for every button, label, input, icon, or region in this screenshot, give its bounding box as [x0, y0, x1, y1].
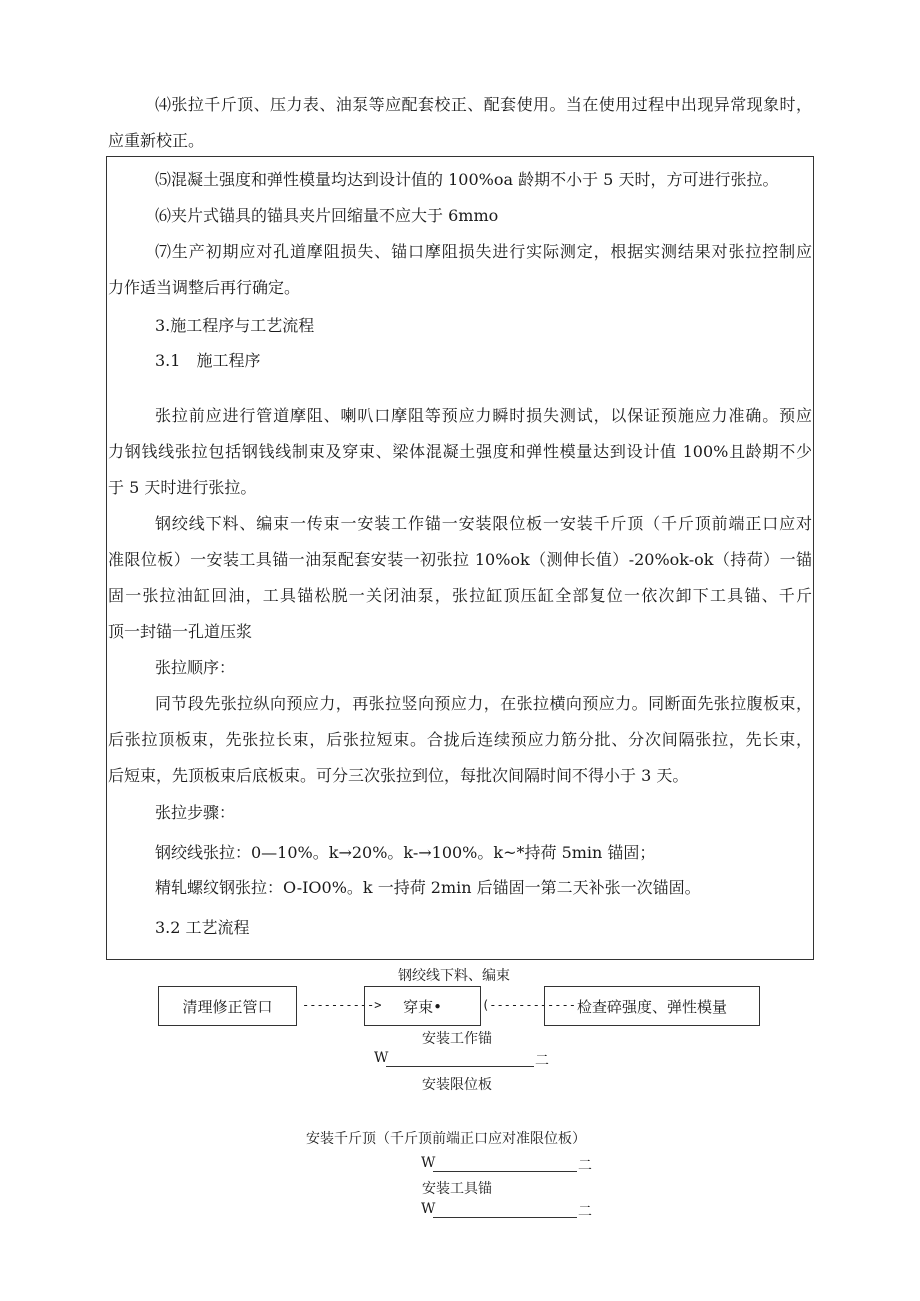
flow-w-2: W — [421, 1155, 436, 1171]
para-7-line1: ⑺生产初期应对孔道摩阻损失、锚口摩阻损失进行实际测定，根据实测结果对张拉控制应 — [155, 242, 812, 261]
flow-w-1: W — [374, 1050, 389, 1066]
para-6: ⑹夹片式锚具的锚具夹片回缩量不应大于 6mmo — [155, 206, 499, 225]
flow-limit-plate: 安装限位板 — [422, 1077, 492, 1093]
flow-arrow-left: (------------ — [482, 998, 576, 1012]
flow-tool-anchor: 安装工具锚 — [422, 1181, 492, 1197]
order-title: 张拉顺序： — [155, 658, 236, 677]
flow-top-label: 钢绞线下料、编束 — [398, 968, 510, 984]
pre-line2: 力钢钱线张拉包括钢钱线制束及穿束、梁体混凝土强度和弹性模量达到设计值 100%且龄期不少 — [108, 442, 812, 461]
steps-title: 张拉步骤： — [155, 803, 236, 822]
para-5: ⑸混凝土强度和弹性模量均达到设计值的 100%oa 龄期不小于 5 天时，方可进行张拉。 — [155, 170, 779, 189]
para-4-line1: ⑷张拉千斤顶、压力表、油泵等应配套校正、配套使用。当在使用过程中出现异常现象时， — [155, 95, 812, 114]
heading-3-2: 3.2 工艺流程 — [155, 918, 250, 937]
flow-er-2: 二 — [578, 1158, 592, 1174]
heading-3-1: 3.1 施工程序 — [155, 351, 261, 370]
pre-line1: 张拉前应进行管道摩阻、喇叭口摩阻等预应力瞬时损失测试，以保证预施应力准确。预应 — [155, 406, 812, 425]
flow-jack: 安装千斤顶（千斤顶前端正口应对准限位板） — [306, 1131, 586, 1147]
flow-box-clean-pipe — [158, 986, 297, 1026]
flow-box-clean-pipe-label: 清理修正管口 — [182, 997, 273, 1016]
flow-er-1: 二 — [535, 1053, 549, 1069]
flow-box-check-strength-label: 检查碎强度、弹性模量 — [576, 997, 727, 1016]
order-line1: 同节段先张拉纵向预应力，再张拉竖向预应力，在张拉横向预应力。同断面先张拉腹板束， — [155, 694, 812, 713]
para-4-line2: 应重新校正。 — [108, 131, 205, 150]
flow-arrow-right: ----------> — [302, 998, 382, 1012]
pre-line3: 于 5 天时进行张拉。 — [108, 478, 257, 497]
step-1: 钢绞线张拉：0—10%。k→20%。k-→100%。k~*持荷 5min 锚固； — [155, 843, 656, 862]
seq-line3: 固一张拉油缸回油，工具锚松脱一关闭油泵，张拉缸顶压缸全部复位一依次卸下工具锚、千斤 — [108, 586, 812, 605]
flow-box-check-strength — [544, 986, 760, 1026]
heading-3: 3.施工程序与工艺流程 — [155, 316, 315, 335]
seq-line1: 钢绞线下料、编束一传束一安装工作锚一安装限位板一安装千斤顶（千斤顶前端正口应对 — [155, 514, 812, 533]
para-7-line2: 力作适当调整后再行确定。 — [108, 278, 301, 297]
order-line3: 后短束，先顶板束后底板束。可分三次张拉到位，每批次间隔时间不得小于 3 天。 — [108, 766, 689, 785]
step-2: 精轧螺纹钢张拉：O-IO0%。k 一持荷 2min 后锚固一第二天补张一次锚固。 — [155, 878, 701, 897]
flow-work-anchor: 安装工作锚 — [422, 1031, 492, 1047]
seq-line2: 准限位板）一安装工具锚一油泵配套安装一初张拉 10%ok（测伸长值）-20%ok-ok（持荷）一锚 — [108, 550, 812, 569]
order-line2: 后张拉顶板束，先张拉长束，后张拉短束。合拢后连续预应力筋分批、分次间隔张拉，先长束， — [108, 730, 812, 749]
flow-er-3: 二 — [578, 1204, 592, 1220]
flow-line-3 — [433, 1217, 577, 1218]
seq-line4: 顶一封锚一孔道压浆 — [108, 622, 253, 641]
flow-box-threading — [364, 986, 481, 1026]
flow-box-threading-label: 穿束• — [403, 997, 442, 1016]
flow-line-1 — [386, 1066, 534, 1067]
flow-w-3: W — [421, 1201, 436, 1217]
flow-line-2 — [433, 1171, 577, 1172]
